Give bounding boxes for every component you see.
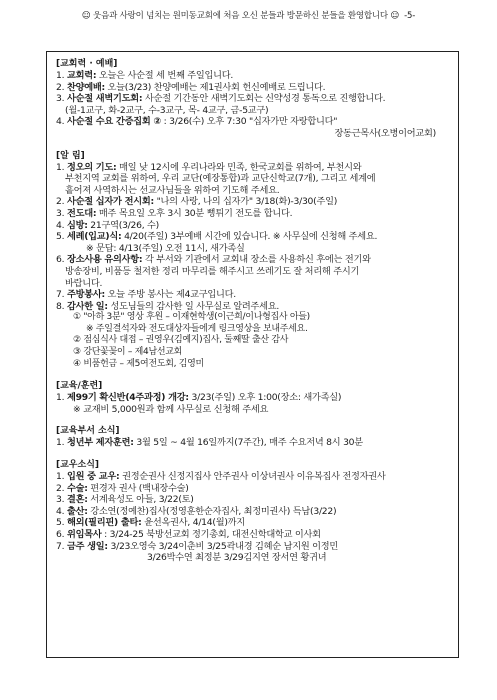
page-header bbox=[0, 9, 497, 21]
birthday-cont: 3/26박수연 최정분 3/29김지연 장서연 황귀녀 bbox=[147, 552, 327, 564]
notice-item-6: 6. 장소사용 유의사항: 각 부서와 기관에서 교회내 장소를 사용하신 후에는 전기와 bbox=[56, 254, 371, 266]
members-item-1: 1. 입원 중 교우: 권정순권사 신정지집사 안주권사 이상녀권사 이유복집사 전정자권사 bbox=[56, 471, 386, 483]
notice-item-2: 2. 사순절 십자가 전시회: "나의 사랑, 나의 십자가" 3/18(화)-3/30(주일) bbox=[56, 196, 338, 208]
section-notice-title: [알 림] bbox=[56, 150, 85, 161]
thanks-item: ① "아하 3분" 영상 후원 – 이재현학생(이근희/이나형집사 아들) bbox=[73, 312, 310, 323]
page-number: -5- bbox=[404, 11, 416, 21]
notice-item-7: 7. 주방봉사: 오늘 주방 봉사는 제4교구입니다. bbox=[56, 289, 236, 301]
notice-item-6-cont: 바랍니다. bbox=[65, 277, 103, 289]
worship-item-4: 4. 사순절 수요 간증집회 ② : 3/26(수) 오후 7:30 "십자가만 자랑합니다" bbox=[56, 116, 338, 128]
notice-item-8: 8. 감사한 일: 성도님들의 감사한 일 사무실로 알려주세요. bbox=[56, 300, 280, 312]
notice-item-4: 4. 심방: 21구역(3/26, 수) bbox=[56, 219, 160, 231]
notice-item-3: 3. 전도대: 매주 목요일 오후 3시 30분 뻥튀기 전도를 합니다. bbox=[56, 207, 293, 219]
section-members-title: [교우소식] bbox=[56, 460, 100, 471]
members-item-4: 4. 출산: 강소연(정예찬)집사(정영훈한순자집사, 최정미권사) 득남(3/22) bbox=[56, 505, 337, 517]
notice-item-6-cont: 방송장비, 비품등 철저한 정리 마무리를 해주시고 쓰레기도 잘 처리해 주시기 bbox=[65, 265, 360, 277]
worship-item-3: 3. 사순절 새벽기도회: 사순절 기간동안 새벽기도회는 신약성경 통독으로 진행합니다. bbox=[56, 93, 386, 105]
members-item-6: 6. 위임목사 : 3/24-25 북방선교회 정기총회, 대전신학대학교 이사회 bbox=[56, 529, 321, 540]
dept-item-1: 1. 청년부 제자훈련: 3월 5일 ~ 4월 16일까지(7주간), 매주 수요저녁 8시 30분 bbox=[56, 437, 363, 449]
members-item-7: 7. 금주 생일: 3/23오영숙 3/24이춘비 3/25곽내경 김혜순 남지원 이정민 bbox=[56, 540, 338, 552]
worship-item-1: 1. 교회력: 오늘은 사순절 세 번째 주일입니다. bbox=[56, 70, 234, 81]
bulletin-frame bbox=[46, 51, 459, 658]
members-item-2: 2. 수술: 편경자 권사 (백내장수술) bbox=[56, 482, 189, 494]
members-item-3: 3. 결혼: 서계육성도 아들, 3/22(토) bbox=[56, 494, 194, 506]
notice-item-1: 1. 정오의 기도: 매일 낮 12시에 우리나라와 민족, 한국교회를 위하여, 부천시와 bbox=[56, 161, 362, 173]
worship-item-4-cont: 장동근목사(오병이어교회) bbox=[334, 127, 436, 139]
thanks-item: ② 점심식사 대접 – 권영우(김예지)집사, 둘째딸 출산 감사 bbox=[73, 335, 289, 346]
notice-item-5: 5. 세례(입교)식: 4/20(주일) 3부예배 시간에 있습니다. ※ 사무실에 신청해 주세요. bbox=[56, 231, 378, 243]
section-dept-title: [교육부서 소식] bbox=[56, 426, 120, 437]
thanks-note: ※ 주일결석자와 전도대상자들에게 링크영상을 보내주세요. bbox=[86, 323, 308, 334]
section-worship-title: [교회력 · 예배] bbox=[56, 59, 118, 69]
worship-item-3-cont: (월-1교구, 화-2교구, 수-3교구, 목- 4교구, 금-5교구) bbox=[65, 104, 269, 116]
education-note: ※ 교재비 5,000원과 함께 사무실로 신청해 주세요 bbox=[73, 403, 269, 415]
welcome-banner: ☺ 웃음과 사랑이 넘치는 원미동교회에 처음 오신 분들과 방문하신 분들을 환영합니다 ☺ bbox=[81, 11, 400, 21]
education-item-1: 1. 제99기 확신반(4주과정) 개강: 3/23(주일) 오후 1:00(장소: 새가족실) bbox=[56, 392, 342, 404]
section-education-title: [교육/훈련] bbox=[56, 381, 103, 392]
notice-item-1-cont: 부천지역 교회를 위하여, 우리 교단(예장통합)과 교단신학교(7개), 그리고 세계에 bbox=[65, 173, 376, 185]
worship-item-2: 2. 찬양예배: 오늘(3/23) 찬양예배는 제1권사회 헌신예배로 드립니다. bbox=[56, 81, 326, 93]
notice-item-1-cont: 흩어져 사역하시는 선교사님들을 위하여 기도해 주세요. bbox=[65, 184, 280, 196]
baptism-interview-note: ※ 문답: 4/13(주일) 오전 11시, 새가족실 bbox=[86, 242, 245, 254]
thanks-item: ③ 강단꽃꽂이 – 제4남선교회 bbox=[73, 347, 183, 358]
thanks-item: ④ 비품헌금 – 제5여전도회, 김영미 bbox=[73, 358, 204, 369]
members-item-5: 5. 해외(필리핀) 출타: 윤선옥권사, 4/14(월)까지 bbox=[56, 517, 245, 529]
